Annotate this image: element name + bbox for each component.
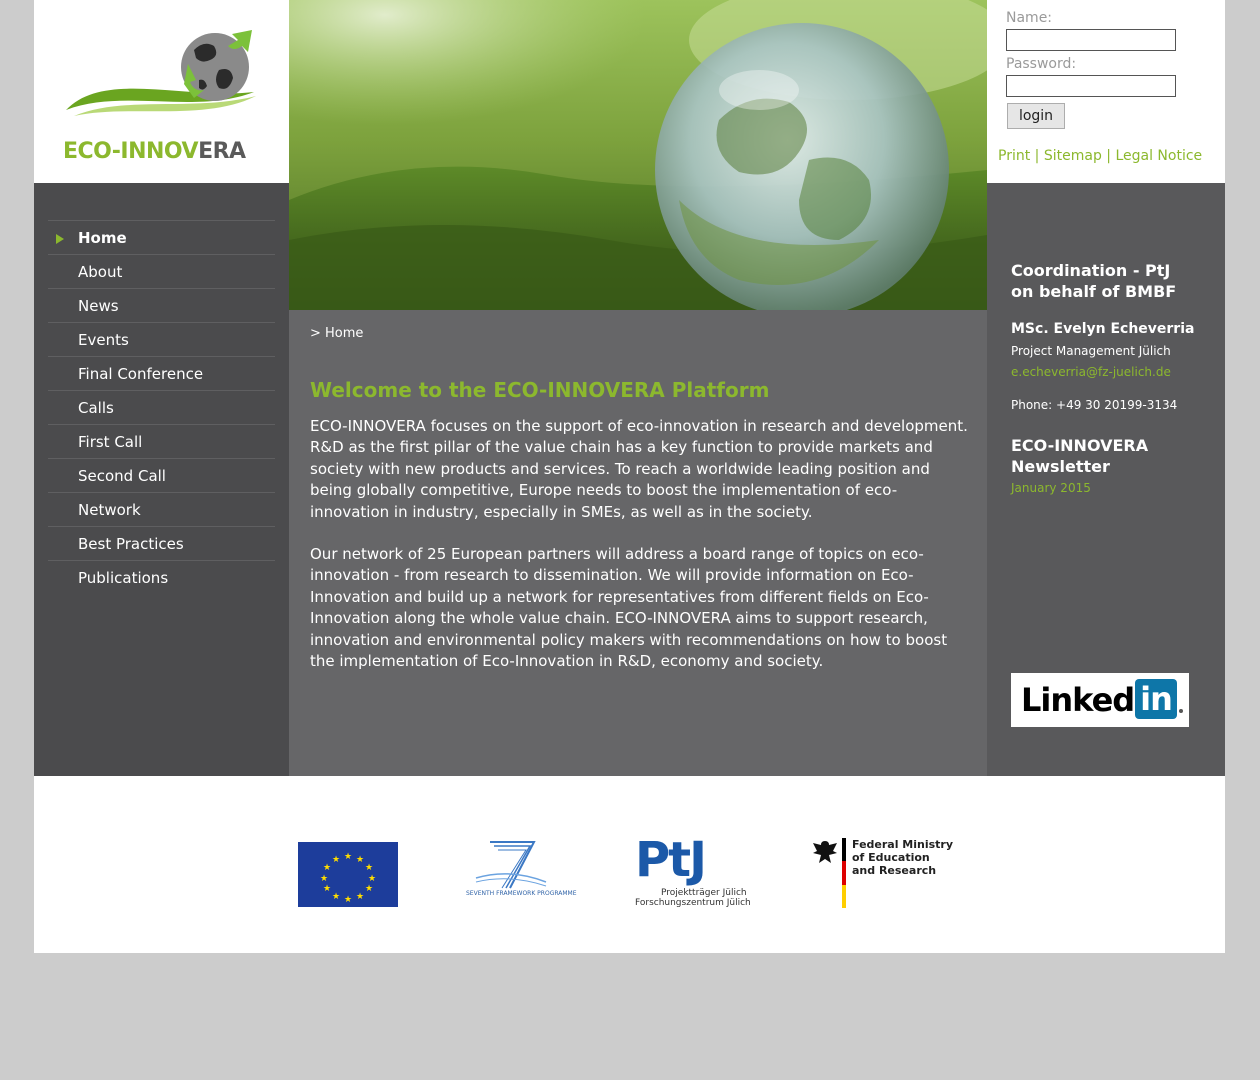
nav-item-label: Events [78,331,129,349]
nav-item-second-call[interactable] [48,458,275,492]
legal-notice-link[interactable]: Legal Notice [1115,148,1203,164]
contact-phone: Phone: +49 30 20199-3134 [1011,398,1178,412]
nav-item-home[interactable] [48,220,275,254]
bmbf-line-1: Federal Ministry [852,838,954,851]
svg-text:★: ★ [364,884,374,894]
nav-item-news[interactable] [48,288,275,322]
nav-item-publications[interactable] [48,560,275,594]
contact-name: MSc. Evelyn Echeverria [1011,321,1195,337]
breadcrumb: > Home [310,326,364,341]
federal-eagle-icon [810,838,840,868]
name-input[interactable] [1006,29,1176,51]
nav-item-label: Second Call [78,467,166,485]
nav-item-first-call[interactable] [48,424,275,458]
sitemap-link[interactable]: Sitemap [1043,148,1102,164]
german-flag-bar [842,838,846,908]
nav-item-label: Network [78,501,141,519]
nav-item-label: Final Conference [78,365,204,383]
password-input[interactable] [1006,75,1176,97]
bmbf-logo[interactable] [810,838,954,908]
print-link[interactable]: Print [998,148,1031,164]
svg-text:★: ★ [322,863,332,873]
page [34,0,1225,953]
nav-item-label: First Call [78,433,143,451]
svg-text:★: ★ [331,892,341,902]
nav-item-final-conference[interactable] [48,356,275,390]
left-navigation [34,183,289,776]
login-panel [987,0,1225,183]
svg-text:★: ★ [319,874,329,884]
svg-text:★: ★ [343,895,353,905]
eu-flag-logo[interactable] [298,842,398,907]
svg-text:★: ★ [343,852,353,862]
site-logo[interactable] [34,0,289,183]
main-content [289,310,987,776]
ptj-wordmark: PtJ [635,832,705,888]
intro-paragraph: ECO-INNOVERA focuses on the support of eco-innovation in research and development. R&D as the first pillar of the value chain has a key function to provide markets and society with new products and services. To reach a worldwide leading position and being globally competitive, Europe needs to boost the implementation of eco-innovation in industry, especially in SMEs, as well as in the society. [310,417,968,521]
nav-item-label: News [78,297,119,315]
contact-organization: Project Management Jülich [1011,344,1171,358]
svg-text:★: ★ [322,884,332,894]
nav-item-events[interactable] [48,322,275,356]
coordination-line-1: Coordination - PtJ [1011,261,1171,280]
linkedin-logo-link[interactable] [1011,673,1189,727]
bmbf-line-3: and Research [852,864,937,877]
nav-item-label: Calls [78,399,114,417]
nav-item-network[interactable] [48,492,275,526]
ptj-line-2: Forschungszentrum Jülich [635,898,751,908]
linkedin-in-icon: in [1135,679,1177,719]
ptj-logo[interactable] [635,832,751,910]
svg-text:★: ★ [355,892,365,902]
page-title: Welcome to the ECO-INNOVERA Platform [310,378,770,402]
fp7-logo[interactable] [466,838,577,908]
nav-item-best-practices[interactable] [48,526,275,560]
footer-partner-logos [34,776,1225,953]
linkedin-dot [1179,709,1183,713]
fp7-seven-icon [470,838,552,890]
network-paragraph: Our network of 25 European partners will address a board range of topics on eco-innovation - from research to dissemination. We will provide information on Eco-Innovation and build up a network for representatives from different fields on Eco-Innovation along the whole value chain. ECO-INNOVERA aims to support research, innovation and environmental policy makers with recommendations on how to boost the implementation of Eco-Innovation in R&D, economy and society. [310,545,948,671]
ptj-line-1: Projektträger Jülich [661,888,747,898]
utility-links [998,148,1202,164]
nav-item-calls[interactable] [48,390,275,424]
hero-image-globe-on-moss [289,0,987,310]
contact-email-link[interactable]: e.echeverria@fz-juelich.de [1011,365,1171,379]
svg-text:★: ★ [355,855,365,865]
svg-text:★: ★ [364,863,374,873]
active-arrow-icon [56,234,64,244]
fp7-label: SEVENTH FRAMEWORK PROGRAMME [466,890,577,897]
login-button[interactable]: login [1007,103,1065,129]
link-separator: | [1034,148,1040,164]
coordination-heading [1011,260,1176,302]
nav-item-about[interactable] [48,254,275,288]
name-label: Name: [1006,10,1053,26]
newsletter-line-1: ECO-INNOVERA [1011,436,1149,455]
eu-stars-icon [298,842,398,907]
nav-item-label: Publications [78,569,169,587]
logo-wordmark: ECO-INNOVERA [63,139,246,164]
password-label: Password: [1006,56,1077,72]
nav-item-label: Best Practices [78,535,184,553]
globe-recycle-icon [34,0,289,135]
nav-item-label: About [78,263,123,281]
newsletter-heading[interactable] [1011,435,1148,477]
bmbf-line-2: of Education [852,851,930,864]
svg-text:★: ★ [367,874,377,884]
link-separator: | [1106,148,1111,164]
nav-item-label: Home [78,229,127,247]
newsletter-line-2: Newsletter [1011,457,1110,476]
right-sidebar [987,183,1225,776]
linkedin-wordmark: Linked [1021,681,1135,719]
newsletter-date-link[interactable]: January 2015 [1011,481,1091,495]
svg-text:★: ★ [331,855,341,865]
coordination-line-2: on behalf of BMBF [1011,282,1177,301]
bmbf-name [852,838,953,877]
